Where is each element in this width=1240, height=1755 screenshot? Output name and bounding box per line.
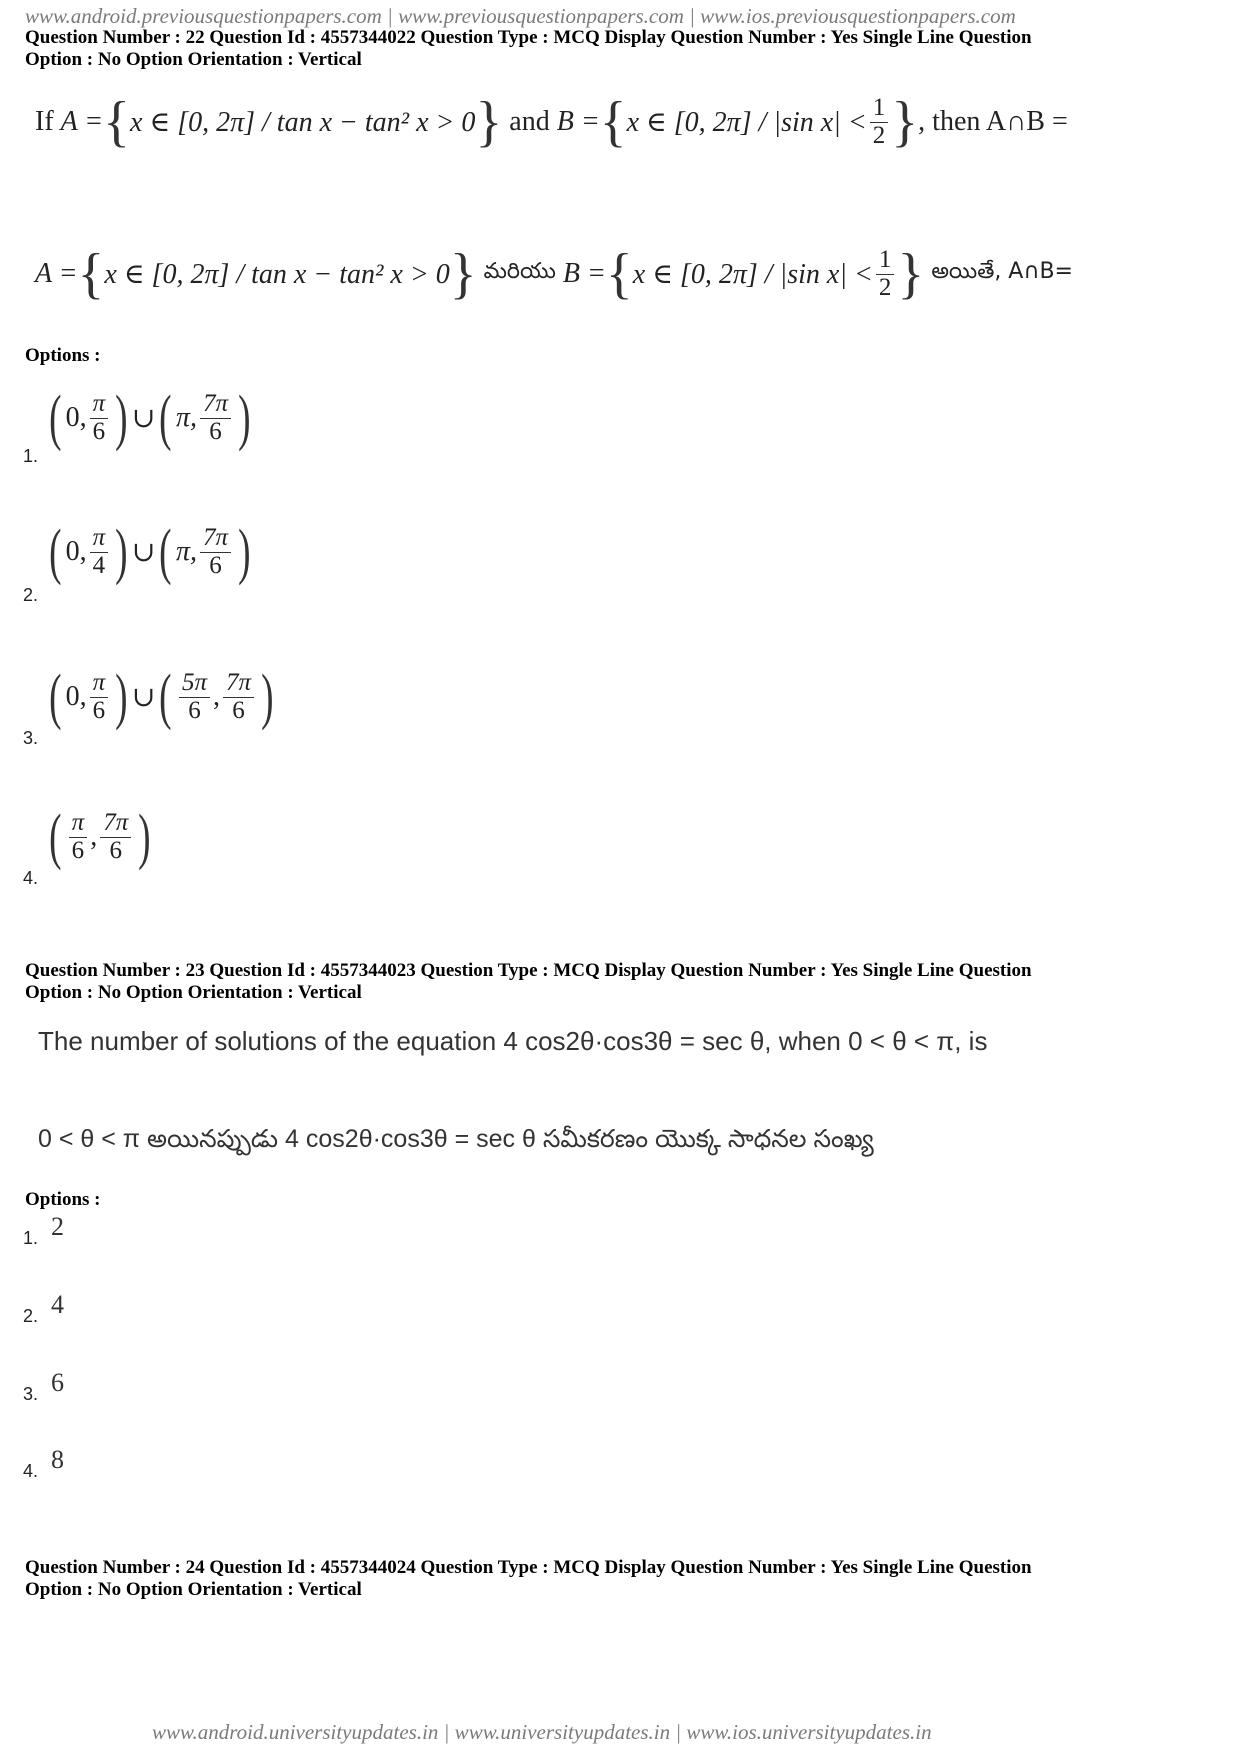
fraction-denominator: 6 [92,696,106,724]
watermark-top: www.android.previousquestionpapers.com | www.previousquestionpapers.com | www.ios.previousquestionpapers.com [25,4,1016,28]
fraction-numerator: 7π [223,670,254,697]
left-paren-icon: ( [49,663,62,731]
right-paren-icon: ) [138,803,151,871]
option-number: 4. [23,868,39,888]
q22-statement-te [35,238,1073,310]
option-number: 4. [23,1461,39,1481]
fraction-numerator: π [90,670,109,697]
fraction-denominator: 6 [71,836,85,864]
fraction [100,810,131,864]
q22-header [25,27,1032,71]
q23-option-3[interactable] [23,1368,143,1408]
fraction [90,391,109,445]
option-value: 6 [51,1368,64,1397]
left-paren-icon: ( [49,518,62,586]
q23-options-label: Options : [25,1189,101,1210]
option-value: 4 [51,1290,64,1319]
q24-header-line1: Question Number : 24 Question Id : 4557344024 Question Type : MCQ Display Question Number : Yes Single Line Question [25,1557,1032,1578]
fraction-numerator: π [90,391,109,418]
q24-header [25,1557,1032,1601]
q22-b-set: x ∈ [0, 2π] / |sin x| < [626,107,867,138]
right-brace-icon: } [897,243,925,305]
right-paren-icon: ) [238,384,251,452]
fraction-denominator: 4 [92,551,106,579]
fraction [223,670,254,724]
q22-if: If [35,106,54,137]
fraction-numerator: 7π [100,810,131,837]
left-paren-icon: ( [159,663,172,731]
option-number: 1. [23,446,39,466]
q22-option-3[interactable] [23,657,443,747]
q23-option-1[interactable] [23,1212,143,1252]
right-paren-icon: ) [115,384,128,452]
interval-start: 0, [65,402,87,433]
right-brace-icon: } [891,91,919,153]
q23-header [25,960,1032,1004]
right-paren-icon: ) [261,663,274,731]
option-number: 2. [23,1306,39,1326]
option-expression [45,378,255,458]
q22-header-line1: Question Number : 22 Question Id : 4557344022 Question Type : MCQ Display Question Number : Yes Single Line Question [25,27,1032,48]
fraction [90,525,109,579]
fraction [200,525,231,579]
q22-b-left: B = [556,106,600,137]
option-expression [45,797,155,877]
fraction-denominator: 6 [232,696,245,724]
q23-header-line1: Question Number : 23 Question Id : 4557344023 Question Type : MCQ Display Question Number : Yes Single Line Question [25,960,1032,981]
fraction-numerator: 7π [200,525,231,552]
union-icon: ∪ [131,537,156,568]
q22-then: , then A∩B = [918,106,1068,137]
option-number: 2. [23,585,39,605]
comma: , [213,681,220,712]
q22-option-1[interactable] [23,378,423,468]
fraction-numerator: 1 [876,247,895,274]
fraction-denominator: 6 [109,836,122,864]
union-icon: ∪ [131,403,156,434]
fraction-numerator: 1 [870,95,889,122]
fraction-denominator: 6 [188,696,201,724]
left-brace-icon: { [77,243,105,305]
right-paren-icon: ) [115,663,128,731]
fraction [90,670,109,724]
q22-statement-en [35,86,1068,158]
q22-options-label: Options : [25,345,101,366]
q22-option-4[interactable] [23,797,323,887]
fraction [69,810,88,864]
right-paren-icon: ) [238,518,251,586]
right-brace-icon: } [475,91,503,153]
q22-a-left: A = [60,106,104,137]
fraction-denominator: 6 [209,551,222,579]
option-expression [45,657,278,737]
interval-start: 0, [65,536,87,567]
fraction [179,670,210,724]
q22-te-a-set: x ∈ [0, 2π] / tan x − tan² x > 0 [104,259,450,290]
q22-te-mariyu: మరియు [483,259,556,284]
fraction-numerator: π [69,810,88,837]
fraction-numerator: π [90,525,109,552]
q22-te-half-fraction [876,247,895,301]
q23-statement-te: 0 < θ < π అయినప్పుడు 4 cos2θ·cos3θ = sec θ సమీకరణం యొక్క సాధనల సంఖ్య [38,1125,874,1153]
q23-option-2[interactable] [23,1290,143,1330]
q23-header-line2: Option : No Option Orientation : Vertical [25,982,362,1003]
q22-a-set: x ∈ [0, 2π] / tan x − tan² x > 0 [130,107,476,138]
left-paren-icon: ( [49,384,62,452]
fraction-numerator: 7π [200,391,231,418]
option-number: 1. [23,1228,39,1248]
watermark-bottom: www.android.universityupdates.in | www.universityupdates.in | www.ios.universityupdates.in [152,1720,932,1744]
fraction-denominator: 2 [878,273,892,301]
q23-statement-en: The number of solutions of the equation 4 cos2θ·cos3θ = sec θ, when 0 < θ < π, is [38,1026,988,1056]
left-paren-icon: ( [49,803,62,871]
q22-te-ayithe: అయితే, A∩B= [931,259,1073,284]
fraction-denominator: 6 [209,417,222,445]
option-value: 2 [51,1212,64,1241]
option-number: 3. [23,728,39,748]
option-value: 8 [51,1445,64,1474]
right-paren-icon: ) [115,518,128,586]
left-paren-icon: ( [159,384,172,452]
q22-header-line2: Option : No Option Orientation : Vertical [25,49,362,70]
q22-option-2[interactable] [23,512,423,605]
interval-start: 0, [65,681,87,712]
q22-and: and [509,106,550,137]
q22-te-b-set: x ∈ [0, 2π] / |sin x| < [632,259,873,290]
q22-te-b-left: B = [562,258,606,289]
option-number: 3. [23,1384,39,1404]
left-brace-icon: { [605,243,633,305]
comma: , [90,821,98,852]
q23-option-4[interactable] [23,1445,143,1485]
union-icon: ∪ [131,682,156,713]
right-brace-icon: } [449,243,477,305]
q22-te-a-left: A = [35,258,78,289]
interval-start: π, [175,402,197,433]
interval-start: π, [175,536,197,567]
fraction-numerator: 5π [179,670,210,697]
q24-header-line2: Option : No Option Orientation : Vertical [25,1579,362,1600]
q22-half-fraction [870,95,889,149]
left-brace-icon: { [599,91,627,153]
fraction-denominator: 6 [92,417,106,445]
left-paren-icon: ( [159,518,172,586]
option-expression [45,512,255,592]
fraction [200,391,231,445]
left-brace-icon: { [103,91,131,153]
fraction-denominator: 2 [872,121,886,149]
